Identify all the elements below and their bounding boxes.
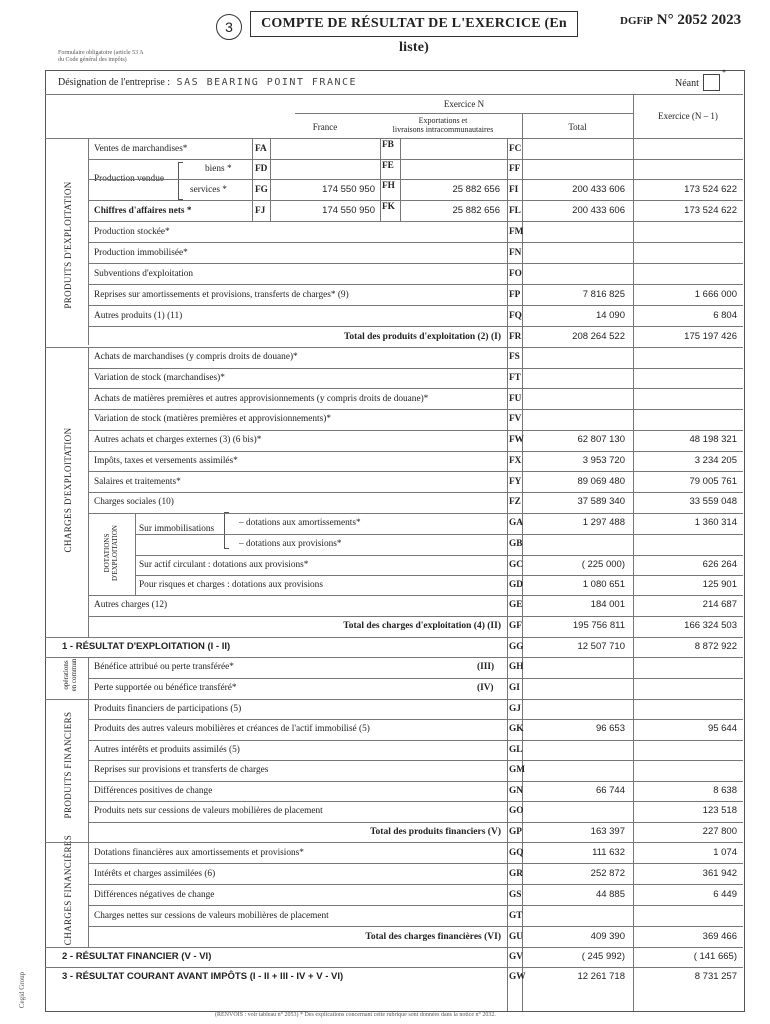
section-line [45, 967, 743, 968]
charges-fin-row-0-n1[interactable]: 1 074 [713, 846, 737, 858]
sales-ventes-code-total: FC [509, 143, 522, 154]
row-line [88, 430, 743, 431]
produits-row-4-n1[interactable]: 6 804 [713, 309, 737, 321]
charges-fin-row-3-label: Charges nettes sur cessions de valeurs mobilières de placement [94, 910, 329, 921]
sales-row-line [88, 200, 743, 201]
produits-fin-row-5-code: GO [509, 806, 524, 817]
designation-divider [45, 94, 743, 95]
section-line [45, 699, 743, 700]
charges-row-5-code: FX [509, 455, 522, 466]
row-line [88, 884, 743, 885]
resultat-financier-label: 2 - RÉSULTAT FINANCIER (V - VI) [62, 951, 212, 963]
row-line [88, 781, 743, 782]
produits-row-4-label: Autres produits (1) (11) [94, 310, 183, 321]
resultat-courant-label: 3 - RÉSULTAT COURANT AVANT IMPÔTS (I - II + III - IV + V - VI) [62, 971, 344, 983]
produits-fin-row-5-label: Produits nets sur cessions de valeurs mobilières de placement [94, 806, 323, 817]
charges-fin-row-1-n1[interactable]: 361 942 [702, 867, 737, 879]
charges-fin-row-3-code: GT [509, 910, 523, 921]
produits-row-0-label: Production stockée* [94, 226, 170, 237]
sales-services-code-total: FI [509, 184, 519, 195]
dot-risques-n1[interactable]: 125 901 [702, 578, 737, 590]
produits-fin-row-3-code: GM [509, 765, 526, 776]
row-line [135, 534, 743, 535]
dot-amort-n1[interactable]: 1 360 314 [694, 517, 737, 529]
section-line [45, 637, 743, 638]
row-line [88, 492, 743, 493]
operations-row-0-code: GH [509, 662, 524, 673]
section-line [45, 842, 743, 843]
section-operations-en-commun [62, 659, 78, 692]
charges-row-4-n1[interactable]: 48 198 321 [689, 434, 737, 446]
produits-row-3-total[interactable]: 7 816 825 [582, 288, 625, 300]
row-line [88, 409, 743, 410]
autres-charges-code: GE [509, 600, 523, 611]
produits-row-4-code: FQ [509, 310, 522, 321]
charges-fin-row-2-total[interactable]: 44 885 [595, 888, 625, 900]
dot-amort-label: – dotations aux amortissements* [239, 518, 361, 529]
charges-fin-row-1-code: GR [509, 868, 523, 879]
production-vendue-label: Production vendue [94, 174, 164, 184]
row-line [88, 471, 743, 472]
charges-row-5-total[interactable]: 3 953 720 [582, 454, 625, 466]
charges-row-5-n1[interactable]: 3 234 205 [694, 454, 737, 466]
total-produits-fin-label: Total des produits financiers (V) [370, 826, 501, 837]
total-charges-fin-code: GU [509, 931, 523, 942]
production-vendue-brace [178, 162, 183, 200]
produits-fin-row-1-label: Produits des autres valeurs mobilières et créances de l'actif immobilisé (5) [94, 724, 370, 735]
section-charges-financieres: CHARGES FINANCIÈRES [63, 834, 73, 946]
produits-fin-row-1-n1[interactable]: 95 644 [707, 723, 737, 735]
total-charges-total[interactable]: 195 756 811 [572, 620, 625, 632]
produits-fin-row-3-label: Reprises sur provisions et transferts de charges [94, 765, 269, 776]
charges-row-4-label: Autres achats et charges externes (3) (6 bis)* [94, 435, 262, 446]
produits-fin-row-4-code: GN [509, 785, 523, 796]
produits-fin-row-1-total[interactable]: 96 653 [595, 723, 625, 735]
total-produits-total[interactable]: 208 264 522 [572, 330, 625, 342]
sales-services-france[interactable]: 174 550 950 [322, 183, 375, 195]
sales-biens-code-france: FD [255, 164, 268, 174]
header-export-line-1: Exportations et [418, 116, 468, 125]
neant-star: * [722, 68, 726, 77]
sales-biens-code-export: FE [382, 161, 394, 171]
row-line [88, 242, 743, 243]
header-total: Total [568, 122, 587, 132]
produits-fin-row-2-label: Autres intérêts et produits assimilés (5) [94, 744, 240, 755]
operations-row-1-roman: (IV) [477, 683, 494, 694]
charges-row-0-code: FS [509, 352, 520, 363]
sales-services-code-export: FH [382, 181, 395, 191]
form-number-circle: 3 [216, 14, 242, 40]
row-line [88, 595, 743, 596]
formulaire-note [58, 50, 144, 64]
header-exercice-n1: Exercice (N – 1) [658, 111, 718, 121]
charges-row-6-code: FY [509, 476, 522, 487]
sales-ca-n1[interactable]: 173 524 622 [684, 204, 737, 216]
header-exercice-n: Exercice N [443, 99, 485, 109]
operations-line-1: opérations [62, 660, 70, 690]
total-produits-label: Total des produits d'exploitation (2) (I) [343, 331, 501, 342]
produits-fin-row-2-code: GL [509, 744, 523, 755]
sales-ca-code-export: FK [382, 202, 395, 212]
formulaire-line-2: du Code général des impôts) [58, 57, 127, 63]
section-line [45, 347, 743, 348]
produits-row-1-label: Production immobilisée* [94, 247, 188, 258]
charges-row-6-label: Salaires et traitements* [94, 476, 181, 487]
total-produits-n1[interactable]: 175 197 426 [684, 330, 737, 342]
section-dotations [103, 525, 119, 581]
row-line [88, 926, 743, 927]
section-charges-exploitation: CHARGES D'EXPLOITATION [63, 427, 73, 553]
resultat-exploitation-label: 1 - RÉSULTAT D'EXPLOITATION (I - II) [62, 640, 231, 652]
autres-charges-label: Autres charges (12) [94, 600, 168, 611]
produits-fin-row-5-n1[interactable]: 123 518 [702, 805, 737, 817]
charges-row-0-label: Achats de marchandises (y compris droits de douane)* [94, 352, 298, 363]
charges-row-3-label: Variation de stock (matières premières et approvisionnements)* [94, 414, 331, 425]
sales-ventes-label: Ventes de marchandises* [94, 143, 188, 154]
row-line [88, 263, 743, 264]
row-line [88, 719, 743, 720]
charges-row-4-total[interactable]: 62 807 130 [577, 434, 625, 446]
operations-row-1-label: Perte supportée ou bénéfice transféré* [94, 683, 237, 694]
row-line [88, 905, 743, 906]
section-line [45, 947, 743, 948]
resultat-financier-total[interactable]: ( 245 992) [581, 951, 625, 963]
resultat-courant-total[interactable]: 12 261 718 [577, 971, 625, 983]
dot-risques-label: Pour risques et charges : dotations aux provisions [139, 579, 323, 590]
resultat-exploitation-n1[interactable]: 8 872 922 [694, 640, 737, 652]
row-line [88, 368, 743, 369]
dot-actif-code: GC [509, 559, 523, 570]
produits-fin-row-4-label: Différences positives de change [94, 785, 213, 796]
operations-row-0-roman: (III) [477, 662, 495, 673]
row-line [88, 678, 743, 679]
formulaire-line-1: Formulaire obligatoire (article 53 A [58, 50, 144, 56]
form-number: N° 2052 2023 [656, 12, 742, 28]
charges-row-1-label: Variation de stock (marchandises)* [94, 373, 225, 384]
sales-services-export[interactable]: 25 882 656 [452, 183, 500, 195]
dot-amort-total[interactable]: 1 297 488 [582, 517, 625, 529]
charges-fin-row-2-code: GS [509, 889, 522, 900]
row-line [88, 740, 743, 741]
autres-charges-n1[interactable]: 214 687 [702, 599, 737, 611]
row-line [88, 451, 743, 452]
page-title: COMPTE DE RÉSULTAT DE L'EXERCICE (En liste) [250, 11, 578, 37]
company-designation [58, 77, 357, 88]
charges-fin-row-2-label: Différences négatives de change [94, 889, 215, 900]
header-exportations [380, 116, 506, 134]
resultat-financier-n1[interactable]: ( 141 665) [693, 951, 737, 963]
dotations-divider [135, 513, 136, 595]
charges-fin-row-2-n1[interactable]: 6 449 [713, 888, 737, 900]
row-line [88, 760, 743, 761]
produits-row-0-code: FM [509, 226, 524, 237]
section-line [45, 657, 743, 658]
row-line [88, 616, 743, 617]
export-code-divider-right [400, 138, 401, 221]
dot-actif-total[interactable]: ( 225 000) [581, 558, 625, 570]
total-charges-fin-n1[interactable]: 369 466 [702, 930, 737, 942]
sales-services-total[interactable]: 200 433 606 [572, 183, 625, 195]
sur-immobilisations-label: Sur immobilisations [139, 524, 215, 534]
header-france: France [312, 122, 338, 132]
resultat-exploitation-code: GG [509, 641, 524, 652]
sales-ca-total[interactable]: 200 433 606 [572, 204, 625, 216]
dot-prov-label: – dotations aux provisions* [239, 539, 342, 550]
produits-row-4-total[interactable]: 14 090 [595, 309, 625, 321]
produits-fin-row-4-total[interactable]: 66 744 [595, 784, 625, 796]
total-charges-label: Total des charges d'exploitation (4) (II) [343, 621, 501, 632]
charges-fin-row-1-total[interactable]: 252 872 [590, 867, 625, 879]
operations-row-1-code: GI [509, 683, 520, 694]
charges-row-6-n1[interactable]: 79 005 761 [689, 475, 737, 487]
charges-row-7-total[interactable]: 37 589 340 [577, 496, 625, 508]
sales-services-label: services * [190, 184, 227, 195]
dot-actif-label: Sur actif circulant : dotations aux provisions* [139, 559, 309, 570]
row-line [88, 326, 743, 327]
resultat-financier-code: GV [509, 952, 523, 963]
produits-row-3-n1[interactable]: 1 666 000 [694, 288, 737, 300]
france-value-divider [270, 138, 271, 221]
autres-charges-total[interactable]: 184 001 [590, 599, 625, 611]
produits-fin-row-0-label: Produits financiers de participations (5) [94, 703, 242, 714]
charges-row-4-code: FW [509, 435, 524, 446]
export-code-divider-left [380, 138, 381, 221]
row-line [88, 863, 743, 864]
produits-fin-row-0-code: GJ [509, 703, 521, 714]
charges-row-2-code: FU [509, 393, 522, 404]
operations-line-2: en commun [70, 658, 78, 692]
immobilisations-brace [224, 512, 229, 549]
dgfip-label: DGFiP [620, 15, 653, 27]
row-line [88, 801, 743, 802]
sales-ca-label: Chiffres d'affaires nets * [94, 205, 192, 216]
produits-row-2-code: FO [509, 268, 522, 279]
dotations-line-1: DOTATIONS [103, 533, 111, 573]
charges-fin-row-0-label: Dotations financières aux amortissements et provisions* [94, 847, 304, 858]
resultat-courant-n1[interactable]: 8 731 257 [694, 971, 737, 983]
produits-fin-row-4-n1[interactable]: 8 638 [713, 784, 737, 796]
charges-row-1-code: FT [509, 373, 521, 384]
operations-section-divider [88, 657, 89, 699]
total-produits-fin-n1[interactable]: 227 800 [702, 825, 737, 837]
row-line [88, 305, 743, 306]
cegid-watermark: Cegid Group [18, 971, 26, 1009]
sales-bottom-line [88, 221, 743, 222]
company-label: Désignation de l'entreprise : [58, 77, 171, 88]
total-charges-fin-label: Total des charges financières (VI) [365, 931, 501, 942]
dot-prov-code: GB [509, 539, 523, 550]
dotations-line-2: D'EXPLOITATION [111, 525, 119, 581]
produits-row-3-code: FP [509, 289, 521, 300]
produits-row-2-label: Subventions d'exploitation [94, 268, 194, 279]
sales-ca-code-total: FL [509, 205, 521, 216]
neant-checkbox[interactable] [703, 74, 720, 91]
produits-fin-divider [88, 699, 89, 843]
produits-row-1-code: FN [509, 247, 522, 258]
header-bottom-line [45, 138, 743, 139]
row-line [135, 575, 743, 576]
charges-fin-row-0-code: GQ [509, 847, 524, 858]
sales-row-line [88, 159, 743, 160]
total-charges-n1[interactable]: 166 324 503 [684, 620, 737, 632]
sales-ventes-code-france: FA [255, 143, 267, 154]
resultat-courant-code: GW [509, 972, 526, 983]
sales-services-n1[interactable]: 173 524 622 [684, 183, 737, 195]
exercice-n-underline [295, 113, 633, 114]
sales-biens-code-total: FF [509, 164, 521, 174]
dot-risques-total[interactable]: 1 080 651 [582, 578, 625, 590]
total-charges-code: GF [509, 621, 522, 632]
dot-amort-code: GA [509, 518, 523, 529]
charges-row-7-n1[interactable]: 33 559 048 [689, 496, 737, 508]
charges-fin-row-0-total[interactable]: 111 632 [592, 846, 625, 858]
charges-row-7-label: Charges sociales (10) [94, 497, 174, 508]
sales-ca-export[interactable]: 25 882 656 [452, 204, 500, 216]
charges-row-5-label: Impôts, taxes et versements assimilés* [94, 455, 238, 466]
row-line [88, 822, 743, 823]
row-line [88, 388, 743, 389]
sales-ca-france[interactable]: 174 550 950 [322, 204, 375, 216]
renvois-note: (RENVOIS : voir tableau n° 2053) * Des explications concernant cette rubrique sont données dans la notice n° 2032. [215, 1012, 496, 1018]
charges-row-2-label: Achats de matières premières et autres approvisionnements (y compris droits de douane)* [94, 393, 429, 404]
total-produits-code: FR [509, 331, 522, 342]
neant-label: Néant [675, 78, 699, 89]
charges-section-divider [88, 347, 89, 637]
section-produits-financiers: PRODUITS FINANCIERS [63, 711, 73, 819]
resultat-exploitation-total[interactable]: 12 507 710 [577, 640, 625, 652]
row-line [88, 284, 743, 285]
dot-risques-code: GD [509, 579, 523, 590]
sales-ca-code-france: FJ [255, 205, 266, 216]
charges-row-6-total[interactable]: 89 069 480 [577, 475, 625, 487]
company-name[interactable]: SAS BEARING POINT FRANCE [176, 77, 358, 88]
total-charges-fin-total[interactable]: 409 390 [590, 930, 625, 942]
sales-biens-label: biens * [205, 164, 232, 174]
sales-row-line [88, 179, 743, 180]
produits-fin-row-1-code: GK [509, 724, 524, 735]
operations-row-0-label: Bénéfice attribué ou perte transférée* [94, 662, 234, 673]
row-line [135, 555, 743, 556]
row-line [88, 513, 743, 514]
dot-actif-n1[interactable]: 626 264 [702, 558, 737, 570]
charges-fin-row-1-label: Intérêts et charges assimilées (6) [94, 868, 216, 879]
produits-row-3-label: Reprises sur amortissements et provisions, transferts de charges* (9) [94, 289, 349, 300]
charges-row-7-code: FZ [509, 497, 521, 508]
charges-row-3-code: FV [509, 414, 522, 425]
sales-services-code-france: FG [255, 184, 268, 195]
form-reference [620, 12, 741, 29]
header-export-line-2: livraisons intracommunautaires [392, 125, 494, 134]
section-produits-exploitation: PRODUITS D'EXPLOITATION [63, 181, 73, 309]
total-produits-fin-total[interactable]: 163 397 [590, 825, 625, 837]
sales-ventes-code-export: FB [382, 140, 394, 150]
charges-fin-divider [88, 842, 89, 947]
france-code-divider [252, 138, 253, 221]
total-produits-fin-code: GP [509, 826, 522, 837]
